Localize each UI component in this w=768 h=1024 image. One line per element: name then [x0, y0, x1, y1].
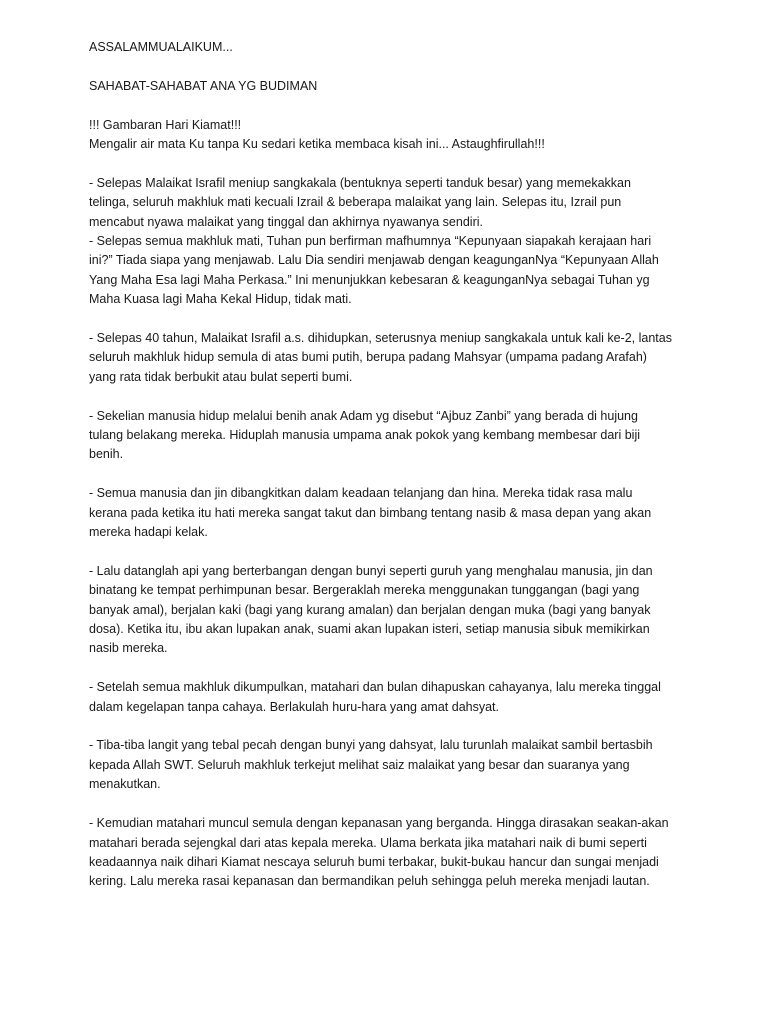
intro-heading: !!! Gambaran Hari Kiamat!!!	[89, 117, 242, 132]
intro	[89, 116, 719, 155]
paragraph-line: mereka hadapi kelak.	[89, 525, 208, 540]
paragraph	[89, 562, 719, 659]
paragraph-line: binatang ke tempat perhimpunan besar. Bergeraklah mereka menggunakan tunggangan (bagi yang	[89, 583, 640, 598]
paragraph-line: seluruh makhluk hidup semula di atas bumi putih, berupa padang Mahsyar (umpama padang Arafah)	[89, 350, 647, 365]
paragraph-line: Yang Maha Esa lagi Maha Perkasa.” Ini menunjukkan kebesaran & keagunganNya sebagai Tuhan yg	[89, 272, 650, 287]
paragraph-line: kepada Allah SWT. Seluruh makhluk terkejut melihat saiz malaikat yang besar dan suaranya yang	[89, 757, 630, 772]
paragraph-line: - Tiba-tiba langit yang tebal pecah dengan bunyi yang dahsyat, lalu turunlah malaikat sambil bertasbih	[89, 738, 653, 753]
salutation	[89, 77, 719, 96]
paragraph	[89, 407, 719, 465]
paragraph-line: telinga, seluruh makhluk mati kecuali Izrail & beberapa malaikat yang lain. Selepas itu, Izrail pun	[89, 195, 622, 210]
paragraph-line: benih.	[89, 447, 124, 462]
paragraph-line: menakutkan.	[89, 777, 161, 792]
paragraph	[89, 736, 719, 794]
paragraph	[89, 678, 719, 717]
intro-text: Mengalir air mata Ku tanpa Ku sedari ketika membaca kisah ini... Astaughfirullah!!!	[89, 137, 545, 151]
paragraph-line: - Semua manusia dan jin dibangkitkan dalam keadaan telanjang dan hina. Mereka tidak rasa malu	[89, 486, 633, 501]
paragraph-line: yang rata tidak berbukit atau bulat seperti bumi.	[89, 369, 353, 384]
paragraph-line: - Selepas 40 tahun, Malaikat Israfil a.s. dihidupkan, seterusnya meniup sangkakala untuk kali ke-2, lantas	[89, 331, 672, 346]
paragraph-line: ini?” Tiada siapa yang menjawab. Lalu Dia sendiri menjawab dengan keagunganNya “Kepunyaan Allah	[89, 253, 659, 268]
paragraph	[89, 484, 719, 542]
greeting-text: ASSALAMMUALAIKUM...	[89, 40, 233, 54]
paragraph-line: tulang belakang mereka. Hiduplah manusia umpama anak pokok yang kembang membesar dari biji	[89, 428, 641, 443]
paragraph	[89, 174, 719, 310]
paragraph-line: - Lalu datanglah api yang berterbangan dengan bunyi seperti guruh yang menghalau manusia, jin dan	[89, 563, 653, 578]
paragraph-line: - Sekelian manusia hidup melalui benih anak Adam yg disebut “Ajbuz Zanbi” yang berada di hujung	[89, 408, 638, 423]
paragraph-line: nasib mereka.	[89, 641, 168, 656]
salutation-text: SAHABAT-SAHABAT ANA YG BUDIMAN	[89, 78, 318, 93]
paragraph-line: Maha Kuasa lagi Maha Kekal Hidup, tidak mati.	[89, 292, 352, 307]
greeting	[89, 38, 719, 57]
paragraph-line: mencabut nyawa malaikat yang tinggal dan akhirnya nyawanya sendiri.	[89, 214, 483, 229]
paragraph-line: - Selepas semua makhluk mati, Tuhan pun berfirman mafhumnya “Kepunyaan siapakah kerajaan hari	[89, 234, 652, 249]
paragraph-line: kerana pada ketika itu hati mereka sangat takut dan bimbang tentang nasib & masa depan yang akan	[89, 505, 652, 520]
paragraph-line: dalam kegelapan tanpa cahaya. Berlakulah huru-hara yang amat dahsyat.	[89, 699, 499, 714]
paragraph-line: - Setelah semua makhluk dikumpulkan, matahari dan bulan dihapuskan cahayanya, lalu mereka tinggal	[89, 680, 661, 695]
paragraph-line: banyak amal), berjalan kaki (bagi yang kurang amalan) dan berjalan dengan muka (bagi yang banyak	[89, 602, 651, 617]
paragraph-line: - Kemudian matahari muncul semula dengan kepanasan yang berganda. Hingga dirasakan seakan-akan	[89, 816, 669, 831]
paragraph-line: - Selepas Malaikat Israfil meniup sangkakala (bentuknya seperti tanduk besar) yang memekakkan	[89, 175, 631, 190]
paragraph-line: dosa). Ketika itu, ibu akan lupakan anak, suami akan lupakan isteri, setiap manusia sibuk memikirkan	[89, 622, 650, 637]
paragraph-line: matahari berada sejengkal dari atas kepala mereka. Ulama berkata jika matahari naik di bumi seperti	[89, 835, 647, 850]
paragraph	[89, 329, 719, 387]
paragraph-line: keadaannya naik dihari Kiamat nescaya seluruh bumi terbakar, bukit-bukau hancur dan sungai menjadi	[89, 854, 659, 869]
paragraph	[89, 814, 719, 892]
paragraph-line: kering. Lalu mereka rasai kepanasan dan bermandikan peluh sehingga peluh mereka menjadi lautan.	[89, 874, 650, 889]
document-page	[89, 38, 719, 911]
